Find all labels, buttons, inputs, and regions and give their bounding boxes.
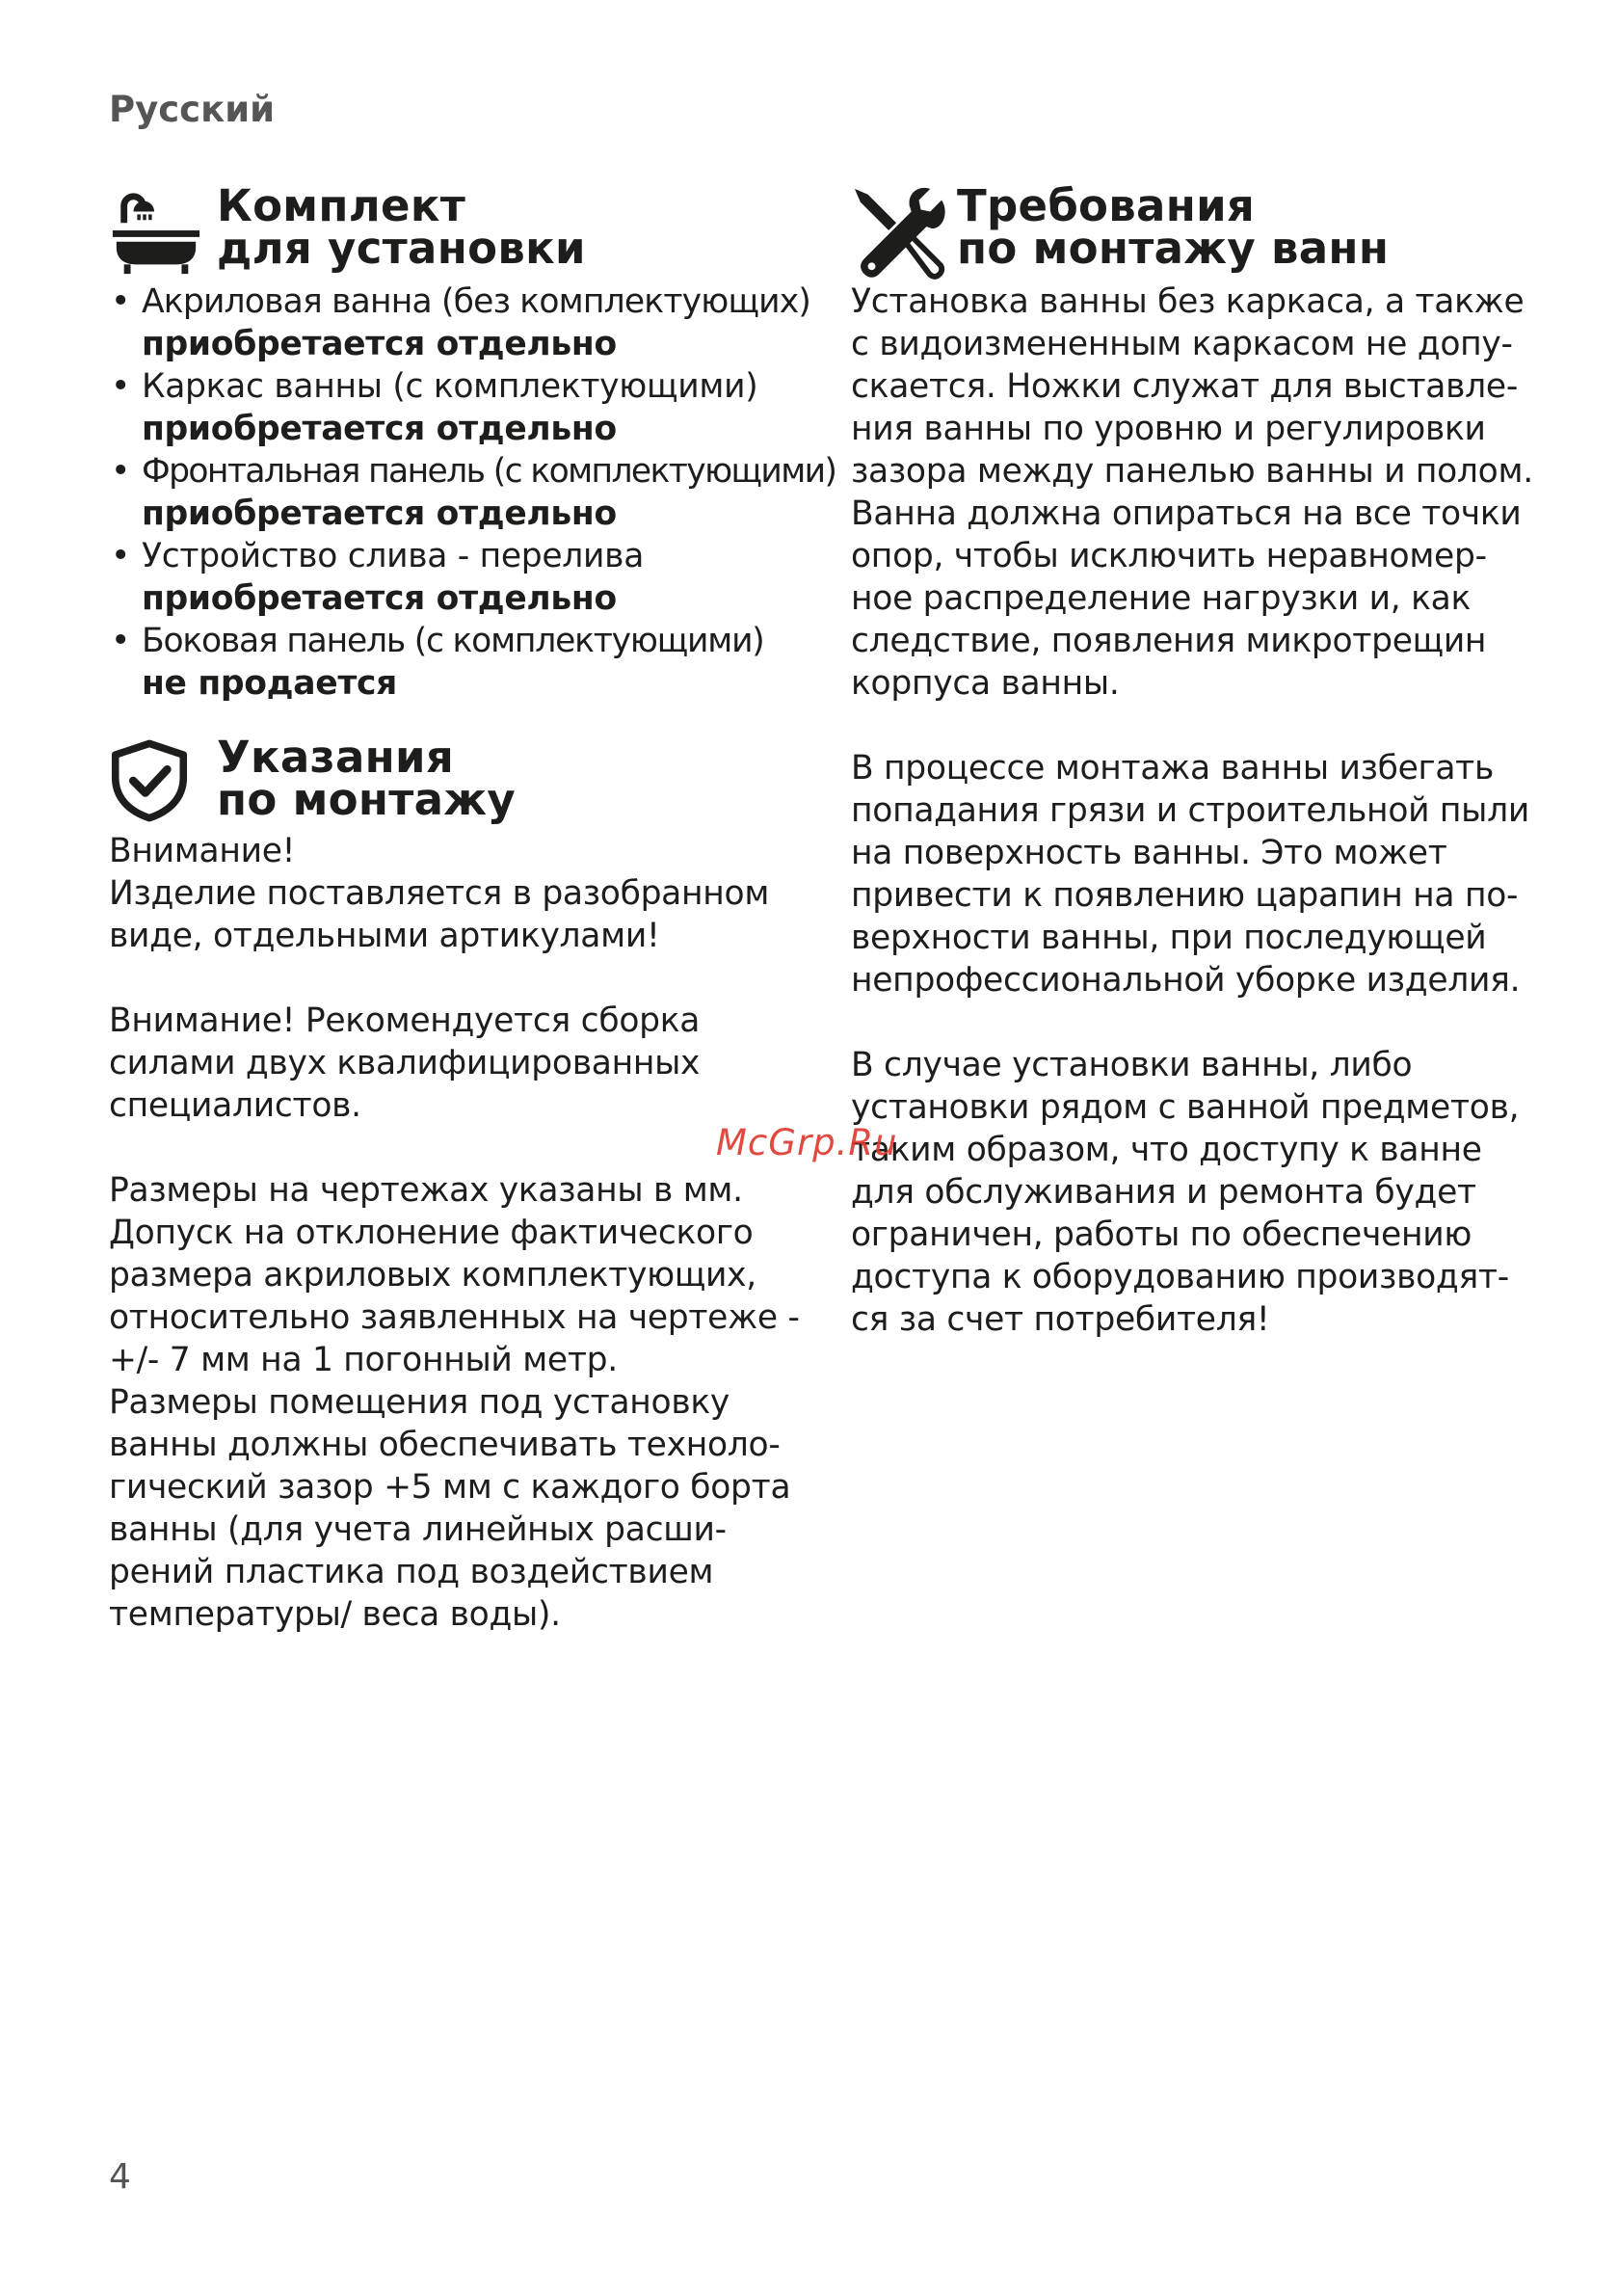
bathtub-shower-icon [109,185,203,280]
kit-list-item [109,365,783,450]
text-line: с видоизмененным каркасом не допу- [851,325,1513,363]
text-line: доступа к оборудованию производят- [851,1258,1509,1296]
text-line: относительно заявленных на чертеже - [109,1298,800,1337]
text-line: специалистов. [109,1086,361,1125]
text-line: размера акриловых комплектующих, [109,1256,756,1295]
kit-item-status: приобретается отдельно [142,410,617,448]
text-line: таким образом, что доступу к ванне [851,1131,1482,1169]
text-line: Размеры на чертежах указаны в мм. [109,1171,743,1210]
text-line: ния ванны по уровню и регулировки [851,410,1486,448]
text-line: ванны должны обеспечивать техноло- [109,1426,781,1464]
instructions-title-line2: по монтажу [217,774,517,825]
page-number: 4 [109,2157,131,2197]
kit-item-name: • Устройство слива - перелива [142,537,645,575]
text-line: +/- 7 мм на 1 погонный метр. [109,1341,618,1379]
watermark: McGrp.Ru [716,1122,898,1163]
instructions-text-block [109,830,800,1636]
text-line: следствие, появления микротрещин [851,622,1487,660]
kit-item-name: • Акриловая ванна (без комплектующих) [142,282,811,321]
kit-item-name: • Боковая панель (с комплектующими) [142,622,764,660]
text-line: Ванна должна опираться на все точки [851,494,1522,533]
kit-title-line1: Комплект [217,180,466,231]
shield-check-icon [109,736,190,825]
instructions-title-line1: Указания [217,732,455,783]
text-line: верхности ванны, при последующей [851,919,1487,957]
requirements-paragraph [851,747,1529,1001]
text-line: ся за счет потребителя! [851,1300,1270,1339]
text-line: Допуск на отклонение фактического [109,1214,754,1252]
kit-list-item [109,280,811,365]
text-line: скается. Ножки служат для выставле- [851,367,1518,406]
text-line: рений пластика под воздействием [109,1553,714,1591]
kit-list-block [109,280,836,705]
kit-item-status: приобретается отдельно [142,494,617,533]
kit-item-name: • Фронтальная панель (с комплектующими) [142,452,836,491]
kit-section-title [217,180,586,274]
text-line: Установка ванны без каркаса, а также [851,282,1525,321]
requirements-paragraph [851,280,1533,705]
text-line: виде, отдельными артикулами! [109,917,660,955]
text-line: ограничен, работы по обеспечению [851,1215,1472,1254]
text-line: зазора между панелью ванны и полом. [851,452,1533,491]
kit-list-item [109,535,783,620]
text-line: для обслуживания и ремонта будет [851,1173,1476,1212]
kit-section-header [109,180,586,280]
text-line: на поверхность ванны. Это может [851,834,1447,872]
requirements-section-title [957,180,1390,274]
text-line: установки рядом с ванной предметов, [851,1088,1520,1127]
kit-title-line2: для установки [217,223,586,274]
kit-list-item [109,450,836,535]
text-line: Размеры помещения под установку [109,1383,730,1422]
requirements-text-block [851,280,1533,1341]
tools-wrench-screwdriver-icon [851,185,945,280]
requirements-title-line1: Требования [957,180,1256,231]
text-line: опор, чтобы исключить неравномер- [851,537,1487,575]
requirements-paragraph [851,1044,1525,1341]
text-line: непрофессиональной уборке изделия. [851,961,1521,1000]
text-line: корпуса ванны. [851,664,1120,703]
text-line: Внимание! [109,832,296,870]
text-line: силами двух квалифицированных [109,1044,701,1082]
requirements-title-line2: по монтажу ванн [957,223,1390,274]
text-line: попадания грязи и строительной пыли [851,791,1529,830]
text-line: привести к появлению царапин на по- [851,876,1519,915]
text-line: В случае установки ванны, либо [851,1046,1413,1084]
text-line: Внимание! Рекомендуется сборка [109,1001,701,1040]
language-label: Русский [109,89,276,130]
kit-item-status: приобретается отдельно [142,325,617,363]
instructions-paragraph [109,1000,783,1127]
kit-list-item [109,620,783,705]
kit-item-name: • Каркас ванны (с комплектующими) [142,367,758,406]
text-line: температуры/ веса воды). [109,1595,561,1634]
instructions-paragraph [109,1169,800,1636]
kit-item-status: приобретается отдельно [142,579,617,618]
instructions-section-title [217,732,517,825]
text-line: ванны (для учета линейных расши- [109,1510,727,1549]
text-line: Изделие поставляется в разобранном [109,874,770,913]
text-line: В процессе монтажа ванны избегать [851,749,1495,788]
kit-list [109,280,836,705]
instructions-paragraph [109,830,783,957]
instructions-section-header [109,732,517,825]
text-line: гический зазор +5 мм с каждого борта [109,1468,791,1507]
requirements-section-header [851,180,1390,280]
text-line: ное распределение нагрузки и, как [851,579,1472,618]
kit-item-status: не продается [142,664,398,703]
